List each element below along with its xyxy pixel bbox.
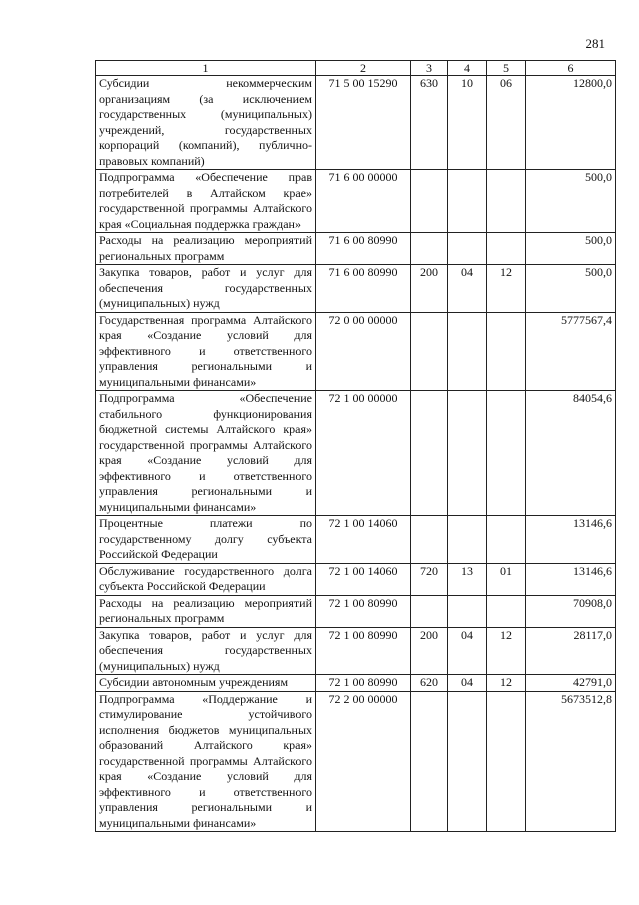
table-row xyxy=(96,675,616,692)
row-subsection-cell xyxy=(487,516,526,564)
table-body xyxy=(96,76,616,832)
row-code-cell: 72 2 00 00000 xyxy=(316,691,411,832)
row-name-cell: Закупка товаров, работ и услуг для обеспечения государственных (муниципальных) нужд xyxy=(96,265,316,313)
row-subsection-cell xyxy=(487,691,526,832)
row-name-cell: Подпрограмма «Поддержание и стимулирование устойчивого исполнения бюджетов муниципальных образований Алтайского края» государственной программы Алтайского края «Создание условий для эффективного и ответственного управления региональными и муниципальными финансами» xyxy=(96,691,316,832)
row-code-cell: 72 0 00 00000 xyxy=(316,312,411,391)
page-number: 281 xyxy=(585,36,605,51)
row-name-cell: Расходы на реализацию мероприятий региональных программ xyxy=(96,233,316,265)
row-code-cell: 72 1 00 80990 xyxy=(316,675,411,692)
row-subsection-cell: 12 xyxy=(487,675,526,692)
row-amount-cell: 13146,6 xyxy=(526,516,616,564)
table-row xyxy=(96,391,616,516)
table-row xyxy=(96,516,616,564)
row-section-cell: 13 xyxy=(448,563,487,595)
row-expense-type-cell: 630 xyxy=(411,76,448,170)
row-subsection-cell xyxy=(487,170,526,233)
row-section-cell: 04 xyxy=(448,627,487,675)
row-name-cell: Подпрограмма «Обеспечение прав потребителей в Алтайском крае» государственной программы Алтайского края «Социальная поддержка граждан» xyxy=(96,170,316,233)
row-section-cell xyxy=(448,391,487,516)
row-amount-cell: 500,0 xyxy=(526,233,616,265)
row-expense-type-cell: 620 xyxy=(411,675,448,692)
row-section-cell: 10 xyxy=(448,76,487,170)
table-row xyxy=(96,691,616,832)
column-header: 1 xyxy=(96,61,316,76)
row-expense-type-cell: 200 xyxy=(411,627,448,675)
budget-table xyxy=(95,60,616,832)
row-subsection-cell xyxy=(487,233,526,265)
row-name-cell: Подпрограмма «Обеспечение стабильного функционирования бюджетной системы Алтайского края» государственной программы Алтайского края «Создание условий для эффективного и ответственного управления региональными и муниципальными финансами» xyxy=(96,391,316,516)
row-name-cell: Субсидии некоммерческим организациям (за исключением государственных (муниципальных) учреждений, государственных корпораций (компаний), публично-правовых компаний) xyxy=(96,76,316,170)
row-subsection-cell xyxy=(487,391,526,516)
row-name-cell: Обслуживание государственного долга субъекта Российской Федерации xyxy=(96,563,316,595)
row-subsection-cell: 12 xyxy=(487,627,526,675)
row-amount-cell: 500,0 xyxy=(526,265,616,313)
row-amount-cell: 5673512,8 xyxy=(526,691,616,832)
row-expense-type-cell xyxy=(411,170,448,233)
row-name-cell: Процентные платежи по государственному долгу субъекта Российской Федерации xyxy=(96,516,316,564)
row-name-cell: Расходы на реализацию мероприятий региональных программ xyxy=(96,595,316,627)
row-expense-type-cell xyxy=(411,516,448,564)
row-section-cell: 04 xyxy=(448,675,487,692)
table-row xyxy=(96,627,616,675)
column-header: 5 xyxy=(487,61,526,76)
table-row xyxy=(96,170,616,233)
row-section-cell xyxy=(448,595,487,627)
column-header: 3 xyxy=(411,61,448,76)
row-section-cell: 04 xyxy=(448,265,487,313)
row-expense-type-cell xyxy=(411,391,448,516)
row-code-cell: 71 5 00 15290 xyxy=(316,76,411,170)
row-section-cell xyxy=(448,233,487,265)
column-header: 2 xyxy=(316,61,411,76)
row-section-cell xyxy=(448,691,487,832)
row-amount-cell: 12800,0 xyxy=(526,76,616,170)
row-subsection-cell: 01 xyxy=(487,563,526,595)
table-row xyxy=(96,265,616,313)
row-amount-cell: 28117,0 xyxy=(526,627,616,675)
row-amount-cell: 42791,0 xyxy=(526,675,616,692)
row-amount-cell: 5777567,4 xyxy=(526,312,616,391)
row-subsection-cell: 12 xyxy=(487,265,526,313)
table-row xyxy=(96,233,616,265)
table-row xyxy=(96,312,616,391)
row-subsection-cell xyxy=(487,595,526,627)
row-name-cell: Субсидии автономным учреждениям xyxy=(96,675,316,692)
row-code-cell: 72 1 00 80990 xyxy=(316,627,411,675)
row-subsection-cell: 06 xyxy=(487,76,526,170)
table-row xyxy=(96,595,616,627)
column-header: 4 xyxy=(448,61,487,76)
row-expense-type-cell xyxy=(411,691,448,832)
row-amount-cell: 70908,0 xyxy=(526,595,616,627)
row-amount-cell: 13146,6 xyxy=(526,563,616,595)
table-header-row xyxy=(96,61,616,76)
row-amount-cell: 84054,6 xyxy=(526,391,616,516)
row-code-cell: 72 1 00 14060 xyxy=(316,563,411,595)
table-row xyxy=(96,76,616,170)
column-header: 6 xyxy=(526,61,616,76)
row-code-cell: 72 1 00 00000 xyxy=(316,391,411,516)
row-section-cell xyxy=(448,170,487,233)
row-code-cell: 72 1 00 14060 xyxy=(316,516,411,564)
row-section-cell xyxy=(448,516,487,564)
row-code-cell: 71 6 00 80990 xyxy=(316,265,411,313)
row-code-cell: 71 6 00 80990 xyxy=(316,233,411,265)
row-amount-cell: 500,0 xyxy=(526,170,616,233)
row-section-cell xyxy=(448,312,487,391)
row-code-cell: 71 6 00 00000 xyxy=(316,170,411,233)
row-expense-type-cell xyxy=(411,233,448,265)
row-subsection-cell xyxy=(487,312,526,391)
row-name-cell: Государственная программа Алтайского края «Создание условий для эффективного и ответственного управления региональными и муниципальными финансами» xyxy=(96,312,316,391)
row-name-cell: Закупка товаров, работ и услуг для обеспечения государственных (муниципальных) нужд xyxy=(96,627,316,675)
table-row xyxy=(96,563,616,595)
row-expense-type-cell: 200 xyxy=(411,265,448,313)
row-code-cell: 72 1 00 80990 xyxy=(316,595,411,627)
row-expense-type-cell xyxy=(411,312,448,391)
row-expense-type-cell: 720 xyxy=(411,563,448,595)
row-expense-type-cell xyxy=(411,595,448,627)
